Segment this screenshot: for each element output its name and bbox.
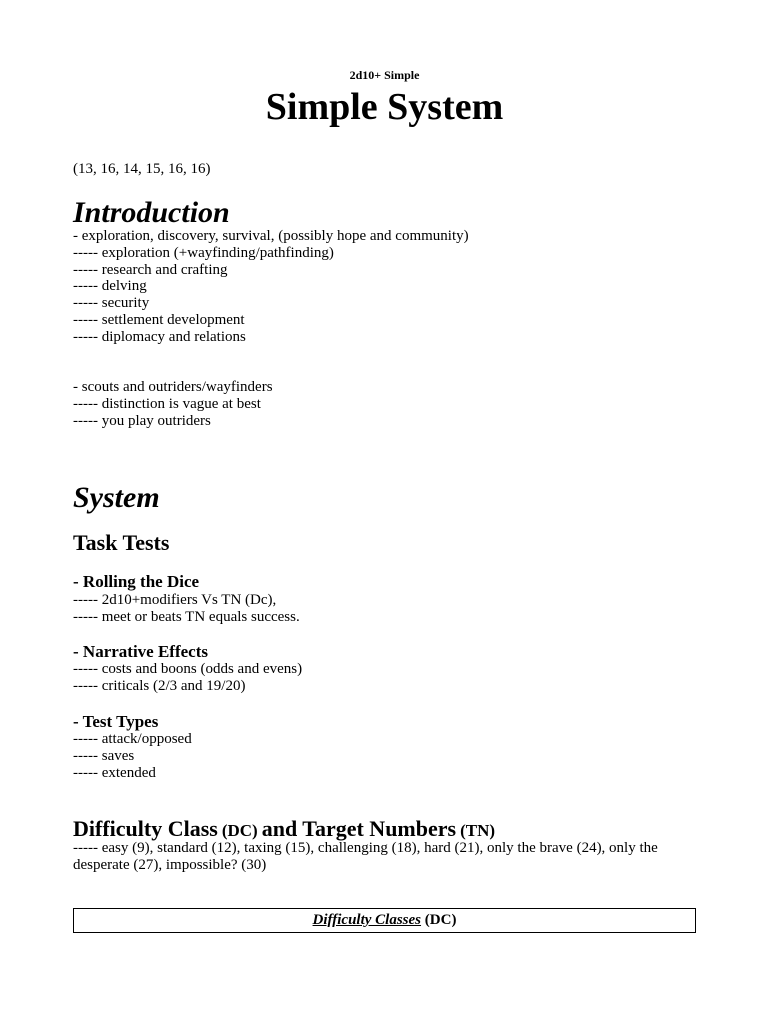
document-supertitle: 2d10+ Simple [349,68,420,82]
list-item: ----- research and crafting [73,261,228,278]
test-types-list [73,731,192,781]
difficulty-classes-link[interactable]: Difficulty Classes [312,912,422,928]
list-item: ----- delving [73,278,147,295]
list-item: ----- saves [73,747,135,764]
document-title: Simple System [265,86,504,128]
list-item: ----- attack/opposed [73,731,192,747]
difficulty-heading-part2: and Target Numbers [261,816,457,841]
list-item: ----- security [73,295,150,312]
list-item: ----- criticals (2/3 and 19/20) [73,677,246,694]
list-item: ----- you play outriders [73,412,211,429]
difficulty-heading [73,816,495,842]
rolling-dice-list [73,592,300,626]
stats-line: (13, 16, 14, 15, 16, 16) [73,161,211,177]
list-item: ----- extended [73,764,156,781]
difficulty-heading-abbr2: (TN) [460,821,496,840]
difficulty-text: ----- easy (9), standard (12), taxing (15), challenging (18), hard (21), only the brave (24), only the desperate (27), impossible? (30) [73,840,658,873]
task-tests-heading: Task Tests [73,530,170,555]
list-item: ----- 2d10+modifiers Vs TN (Dc), [73,592,277,608]
introduction-heading: Introduction [73,196,230,229]
list-item: ----- distinction is vague at best [73,395,261,412]
list-item: ----- exploration (+wayfinding/pathfinding) [73,244,334,261]
list-item: ----- diplomacy and relations [73,328,246,345]
difficulty-heading-part1: Difficulty Class [73,816,218,841]
narrative-effects-list [73,661,302,695]
list-item: ----- settlement development [73,311,245,328]
difficulty-table-suffix: (DC) [424,912,457,928]
system-heading: System [73,481,160,514]
test-types-heading: - Test Types [73,712,159,731]
introduction-list-2 [73,379,273,429]
narrative-effects-heading: - Narrative Effects [73,642,208,661]
difficulty-heading-abbr1: (DC) [221,821,258,840]
list-item: ----- costs and boons (odds and evens) [73,661,303,677]
list-item: ----- meet or beats TN equals success. [73,608,300,625]
list-item: - scouts and outriders/wayfinders [73,379,273,395]
difficulty-table [73,908,696,933]
list-item: - exploration, discovery, survival, (possibly hope and community) [73,228,469,244]
introduction-list-1 [73,228,469,346]
rolling-dice-heading: - Rolling the Dice [73,572,200,591]
